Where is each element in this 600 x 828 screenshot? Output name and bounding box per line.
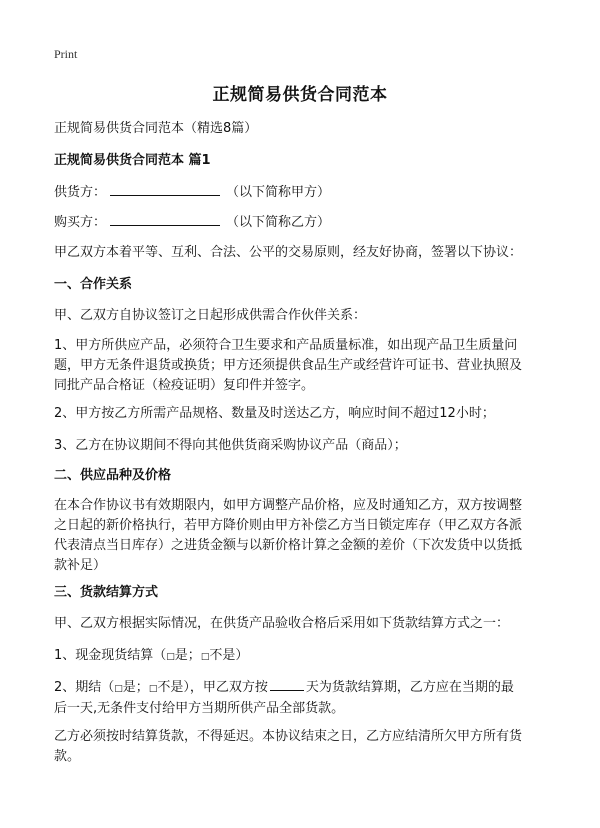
section-2-heading: 二、供应品种及价格 bbox=[54, 468, 172, 483]
section-3-intro: 甲、乙双方根据实际情况，在供货产品验收合格后采用如下货款结算方式之一： bbox=[54, 616, 510, 631]
cash-yes: 是； bbox=[174, 648, 201, 663]
text-line: 款补足） bbox=[54, 558, 107, 573]
checkbox-icon[interactable]: □ bbox=[200, 652, 210, 662]
days-blank bbox=[270, 677, 304, 691]
buyer-blank bbox=[110, 212, 220, 226]
text-line: 后一天,无条件支付给甲方当期所供产品全部货款。 bbox=[54, 701, 345, 716]
buyer-label: 购买方： bbox=[54, 215, 107, 230]
text-line: 款。 bbox=[54, 749, 81, 764]
cash-prefix: 1、现金现货结算（ bbox=[54, 648, 167, 663]
term-no: 不是），甲乙双方按 bbox=[157, 680, 268, 695]
buyer-note: （以下简称乙方） bbox=[226, 215, 331, 230]
section-1-clause-2: 2、甲方按乙方所需产品规格、数量及时送达乙方，响应时间不超过12小时； bbox=[54, 406, 495, 421]
section-2-paragraph bbox=[54, 496, 549, 576]
text-line: 乙方必须按时结算货款，不得延迟。本协议结束之日，乙方应结清所欠甲方所有货 bbox=[54, 729, 523, 744]
checkbox-icon[interactable]: □ bbox=[166, 652, 175, 662]
supplier-blank bbox=[110, 182, 220, 196]
text-line: 同批产品合格证（检疫证明）复印件并签字。 bbox=[54, 378, 315, 393]
term-prefix: 2、期结（ bbox=[54, 680, 115, 695]
section-1-clause-1 bbox=[54, 336, 549, 396]
buyer-line bbox=[54, 212, 330, 233]
text-line: 在本合作协议书有效期限内，如甲方调整产品价格，应及时通知乙方，双方按调整 bbox=[54, 498, 523, 513]
checkbox-icon[interactable]: □ bbox=[114, 684, 123, 694]
section-1-intro: 甲、乙双方自协议签订之日起形成供需合作伙伴关系： bbox=[54, 308, 367, 323]
term-yes: 是； bbox=[122, 680, 149, 695]
supplier-note: （以下简称甲方） bbox=[226, 185, 331, 200]
document-title: 正规简易供货合同范本 bbox=[212, 85, 388, 105]
supplier-label: 供货方： bbox=[54, 185, 107, 200]
text-line: 之日起的新价格执行，若甲方降价则由甲方补偿乙方当日锁定库存（甲乙双方各派 bbox=[54, 518, 523, 533]
text-line: 代表清点当日库存）之进货金额与以新价格计算之金额的差价（下次发货中以货抵 bbox=[54, 538, 523, 553]
cash-no: 不是） bbox=[209, 648, 249, 663]
supplier-line bbox=[54, 182, 330, 203]
section-1-heading: 一、合作关系 bbox=[54, 277, 133, 292]
text-line: 题，甲方无条件退货或换货；甲方还须提供食品生产或经营许可证书、营业执照及 bbox=[54, 358, 523, 373]
section-3-heading: 三、货款结算方式 bbox=[54, 585, 159, 600]
term-rest: 天为货款结算期，乙方应在当期的最 bbox=[305, 680, 514, 695]
section-3-final-paragraph bbox=[54, 727, 549, 767]
section-1-clause-3: 3、乙方在协议期间不得向其他供货商采购协议产品（商品）； bbox=[54, 438, 407, 453]
intro-paragraph: 甲乙双方本着平等、互利、合法、公平的交易原则，经友好协商，签署以下协议： bbox=[54, 245, 523, 260]
text-line bbox=[54, 677, 549, 699]
cash-settlement-line bbox=[54, 646, 248, 667]
text-line: 1、甲方所供应产品，必须符合卫生要求和产品质量标准，如出现产品卫生质量问 bbox=[54, 338, 518, 353]
print-link[interactable]: Print bbox=[54, 47, 78, 61]
document-subtitle: 正规简易供货合同范本（精选8篇） bbox=[54, 121, 258, 136]
checkbox-icon[interactable]: □ bbox=[148, 684, 158, 694]
term-settlement-paragraph bbox=[54, 677, 549, 719]
section-heading: 正规简易供货合同范本 篇1 bbox=[54, 153, 211, 168]
